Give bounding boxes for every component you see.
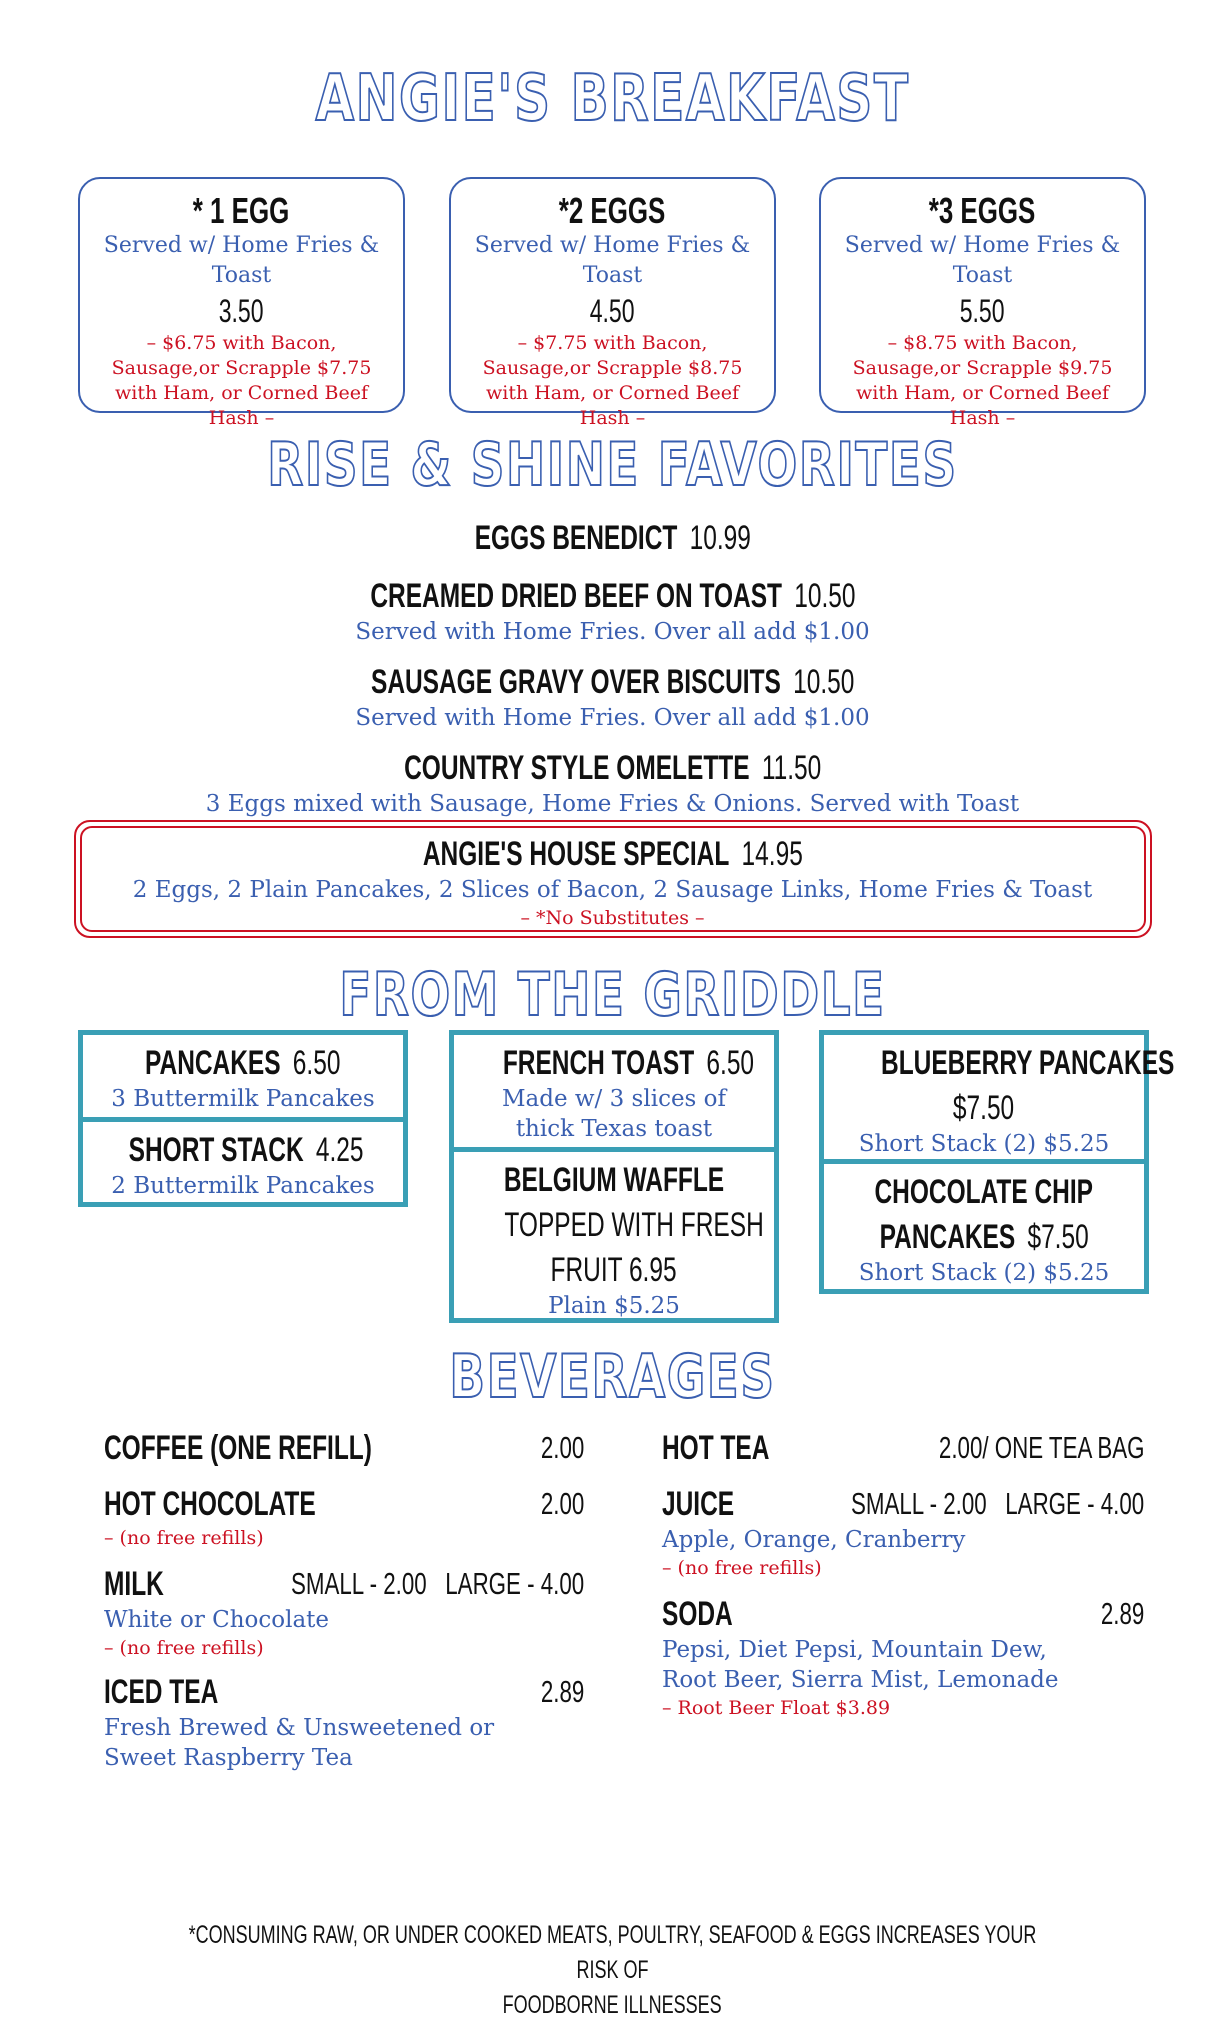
item-desc: Sweet Raspberry Tea bbox=[104, 1745, 353, 1771]
item-desc: 3 Eggs mixed with Sausage, Home Fries & Onions. Served with Toast bbox=[205, 791, 1020, 817]
egg-special-card bbox=[819, 177, 1146, 429]
egg-special-desc: Served w/ Home Fries & Toast bbox=[844, 233, 1121, 288]
item-price: 2.00 bbox=[540, 1430, 584, 1465]
item-name: COUNTRY STYLE OMELETTE bbox=[403, 749, 750, 787]
item-name: HOT TEA bbox=[662, 1429, 770, 1467]
item-price: 10.50 bbox=[792, 663, 855, 701]
item-note: – (no free refills) bbox=[104, 1637, 264, 1659]
item-name: SODA bbox=[662, 1595, 733, 1633]
menu-title: ANGIE'S BREAKFAST bbox=[315, 62, 910, 136]
item-price: 2.89 bbox=[540, 1674, 584, 1709]
item-name: SAUSAGE GRAVY OVER BISCUITS bbox=[370, 663, 781, 701]
item-price: 6.50 bbox=[706, 1044, 755, 1082]
egg-special-price: 5.50 bbox=[960, 293, 1005, 329]
item-name: SHORT STACK bbox=[128, 1131, 304, 1169]
beverage-juice bbox=[662, 1484, 1144, 1581]
menu-item bbox=[0, 518, 1225, 559]
section-heading-griddle: FROM THE GRIDDLE bbox=[339, 960, 886, 1030]
beverage-coffee bbox=[104, 1428, 584, 1469]
item-name: HOT CHOCOLATE bbox=[104, 1485, 316, 1523]
beverage-iced-tea bbox=[104, 1672, 584, 1773]
griddle-item-french-toast bbox=[449, 1030, 779, 1152]
egg-special-name: *2 EGGS bbox=[559, 190, 666, 231]
item-desc: Apple, Orange, Cranberry bbox=[662, 1527, 966, 1553]
food-safety-disclaimer bbox=[0, 1918, 1225, 2023]
item-name: JUICE bbox=[662, 1485, 735, 1523]
item-desc: Served with Home Fries. Over all add $1.00 bbox=[355, 705, 870, 731]
item-desc: Short Stack (2) $5.25 bbox=[858, 1131, 1110, 1157]
item-desc: 2 Eggs, 2 Plain Pancakes, 2 Slices of Bacon, 2 Sausage Links, Home Fries & Toast bbox=[132, 877, 1093, 903]
item-subtitle: TOPPED WITH FRESH bbox=[504, 1206, 764, 1244]
disclaimer-line: *CONSUMING RAW, OR UNDER COOKED MEATS, POULTRY, SEAFOOD & EGGS INCREASES YOUR RISK OF bbox=[188, 1921, 1037, 1984]
item-desc: Root Beer, Sierra Mist, Lemonade bbox=[662, 1667, 1059, 1693]
item-price: 6.50 bbox=[293, 1044, 341, 1082]
egg-special-card bbox=[78, 177, 405, 429]
egg-special-name: * 1 EGG bbox=[193, 190, 290, 231]
item-note: – (no free refills) bbox=[662, 1557, 822, 1579]
item-name: CHOCOLATE CHIP bbox=[874, 1173, 1094, 1211]
item-price: 2.00/ ONE TEA BAG bbox=[938, 1430, 1144, 1465]
egg-special-desc: Served w/ Home Fries & Toast bbox=[474, 233, 751, 288]
item-price: SMALL - 2.00 LARGE - 4.00 bbox=[290, 1566, 584, 1601]
item-name: COFFEE (ONE REFILL) bbox=[104, 1429, 372, 1467]
item-name: MILK bbox=[104, 1565, 164, 1603]
disclaimer-line: FOODBORNE ILLNESSES bbox=[502, 1991, 723, 2019]
griddle-item-short-stack bbox=[78, 1117, 408, 1207]
item-note: – Root Beer Float $3.89 bbox=[662, 1697, 891, 1719]
griddle-item-waffle bbox=[449, 1147, 779, 1323]
item-note: – (no free refills) bbox=[104, 1527, 264, 1549]
item-price: 2.00 bbox=[540, 1486, 584, 1521]
house-special bbox=[0, 834, 1225, 931]
egg-special-name: *3 EGGS bbox=[929, 190, 1036, 231]
item-desc: Served with Home Fries. Over all add $1.00 bbox=[355, 619, 870, 645]
item-price: 2.89 bbox=[1100, 1596, 1144, 1631]
item-price: 10.50 bbox=[793, 577, 856, 615]
egg-special-note: – $8.75 with Bacon, Sausage,or Scrapple $9.75 with Ham, or Corned Beef Hash – bbox=[852, 332, 1113, 429]
beverage-hot-chocolate bbox=[104, 1484, 584, 1551]
item-desc: Made w/ 3 slices of thick Texas toast bbox=[501, 1086, 727, 1142]
item-name: BLUEBERRY PANCAKES bbox=[881, 1044, 1175, 1082]
egg-special-note: – $7.75 with Bacon, Sausage,or Scrapple $8.75 with Ham, or Corned Beef Hash – bbox=[482, 332, 743, 429]
item-desc: 3 Buttermilk Pancakes bbox=[111, 1086, 375, 1112]
egg-special-price: 4.50 bbox=[590, 293, 635, 329]
item-name: FRENCH TOAST bbox=[502, 1044, 695, 1082]
item-name: PANCAKES bbox=[145, 1044, 281, 1082]
beverage-milk bbox=[104, 1564, 584, 1661]
item-price: 10.99 bbox=[689, 519, 751, 557]
beverage-hot-tea bbox=[662, 1428, 1144, 1469]
item-price: $7.50 bbox=[1027, 1218, 1089, 1256]
item-desc: 2 Buttermilk Pancakes bbox=[111, 1173, 375, 1199]
item-name: ANGIE'S HOUSE SPECIAL bbox=[422, 835, 729, 873]
egg-special-desc: Served w/ Home Fries & Toast bbox=[103, 233, 380, 288]
item-name: EGGS BENEDICT bbox=[474, 519, 678, 557]
section-heading-beverages: BEVERAGES bbox=[449, 1342, 776, 1412]
item-price: $7.50 bbox=[953, 1089, 1015, 1127]
section-heading-rise-shine: RISE & SHINE FAVORITES bbox=[267, 430, 958, 500]
item-desc: Plain $5.25 bbox=[548, 1293, 680, 1319]
menu-item bbox=[0, 748, 1225, 819]
item-price: 4.25 bbox=[315, 1131, 364, 1169]
item-name: BELGIUM WAFFLE bbox=[503, 1161, 725, 1199]
item-desc: Short Stack (2) $5.25 bbox=[858, 1260, 1110, 1286]
item-name-line2: PANCAKES bbox=[879, 1218, 1016, 1256]
griddle-item-pancakes bbox=[78, 1030, 408, 1122]
item-price: 14.95 bbox=[741, 835, 803, 873]
item-subtitle: FRUIT 6.95 bbox=[550, 1251, 678, 1289]
griddle-item-blueberry-pancakes bbox=[819, 1030, 1175, 1164]
item-price: 11.50 bbox=[761, 749, 822, 787]
item-name: CREAMED DRIED BEEF ON TOAST bbox=[369, 577, 782, 615]
item-desc: Fresh Brewed & Unsweetened or bbox=[104, 1715, 495, 1741]
item-note: – *No Substitutes – bbox=[520, 907, 705, 929]
item-price: SMALL - 2.00 LARGE - 4.00 bbox=[850, 1486, 1144, 1521]
beverage-soda bbox=[662, 1594, 1144, 1721]
egg-special-card bbox=[449, 177, 776, 429]
egg-special-note: – $6.75 with Bacon, Sausage,or Scrapple $7.75 with Ham, or Corned Beef Hash – bbox=[111, 332, 372, 429]
item-desc: Pepsi, Diet Pepsi, Mountain Dew, bbox=[662, 1637, 1047, 1663]
griddle-item-chocolate-chip bbox=[819, 1159, 1149, 1294]
item-desc: White or Chocolate bbox=[104, 1607, 330, 1633]
menu-item bbox=[0, 662, 1225, 733]
menu-item bbox=[0, 576, 1225, 647]
egg-special-price: 3.50 bbox=[219, 293, 264, 329]
item-name: ICED TEA bbox=[104, 1673, 219, 1711]
